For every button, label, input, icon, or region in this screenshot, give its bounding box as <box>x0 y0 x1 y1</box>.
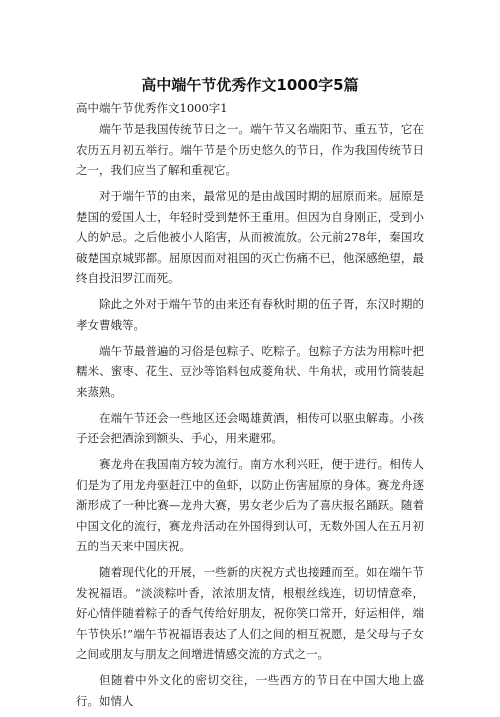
paragraph: 赛龙舟在我国南方较为流行。南方水利兴旺，便于进行。相传人们是为了用龙舟驱赶江中的鱼虾，以防止伤害屈原的身体。赛龙舟逐渐形成了一种比赛—龙舟大赛，男女老少后为了喜庆报名踊跃。随着中国文化的流行，赛龙舟活动在外国得到认可，无数外国人在五月初五的当天来中国庆祝。 <box>76 457 424 553</box>
paragraph: 端午节最普遍的习俗是包粽子、吃粽子。包粽子方法为用粽叶把糯米、蜜枣、花生、豆沙等馅料包成菱角状、牛角状，或用竹筒装起来蒸熟。 <box>76 343 424 399</box>
paragraph: 端午节是我国传统节日之一。端午节又名端阳节、重五节，它在农历五月初五举行。端午节是个历史悠久的节日，作为我国传统节日之一，我们应当了解和重视它。 <box>76 122 424 177</box>
paragraph: 随着现代化的开展，一些新的庆祝方式也接踵而至。如在端午节发祝福语。“淡淡粽叶香，浓浓朋友情，根根丝线连，切切情意牵，好心情伴随着粽子的香气传给好朋友，祝你笑口常开，好运相伴，端午节快乐!”端午节祝福语表达了人们之间的相互祝愿，是父母与子女之间或朋友与朋友之间增进情感交流的方式之一。 <box>76 565 424 661</box>
paragraph: 对于端午节的由来，最常见的是由战国时期的屈原而来。屈原是楚国的爱国人士，年轻时受到楚怀王重用。但因为自身刚正，受到小人的妒忌。之后他被小人陷害，从而被流放。公元前278年，秦国攻破楚国京城郢都。屈原因而对祖国的灭亡伤痛不已，他深感绝望，最终自投汨罗江而死。 <box>76 189 424 285</box>
document-title: 高中端午节优秀作文1000字5篇 <box>141 76 359 94</box>
paragraph: 但随着中外文化的密切交往，一些西方的节日在中国大地上盛行。如情人 <box>76 673 424 708</box>
essay-body <box>76 119 424 717</box>
essay-subtitle: 高中端午节优秀作文1000字1 <box>76 101 228 115</box>
paragraph: 除此之外对于端午节的由来还有春秋时期的伍子胥，东汉时期的孝女曹娥等。 <box>76 297 424 332</box>
paragraph: 在端午节还会一些地区还会喝雄黄酒，相传可以驱虫解毒。小孩子还会把酒涂到额头、手心，用来避邪。 <box>76 410 424 445</box>
